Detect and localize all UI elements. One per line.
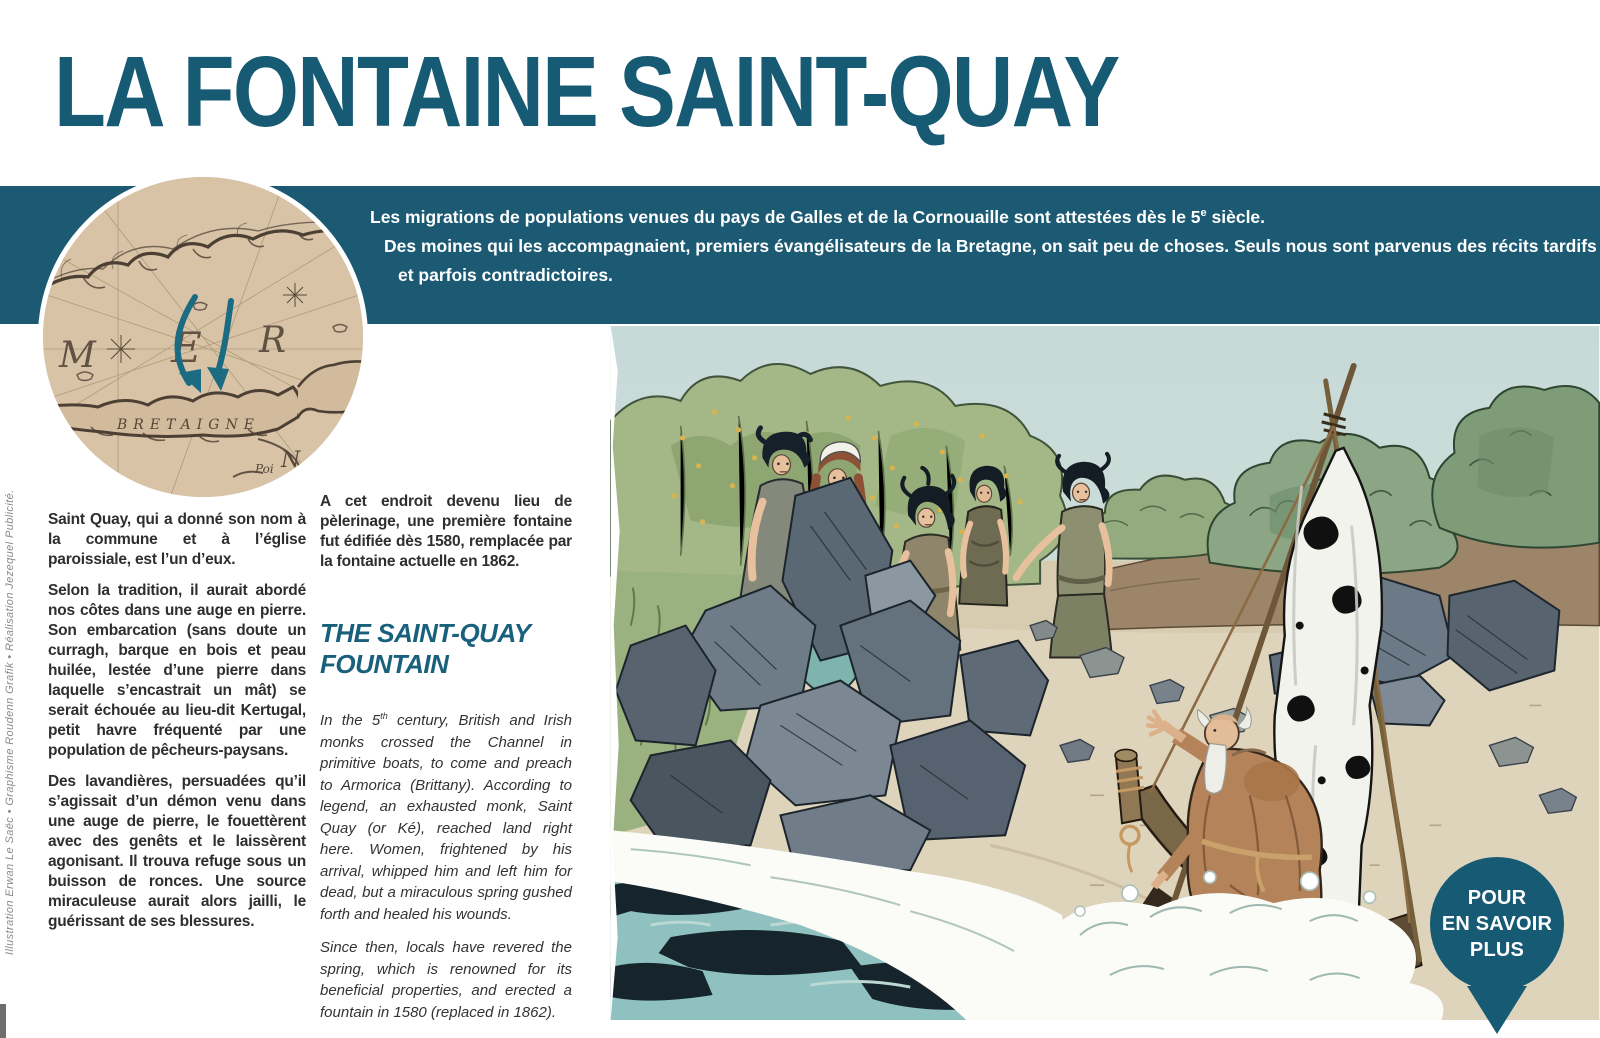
page-title: LA FONTAINE SAINT-QUAY — [54, 36, 1119, 148]
badge-line-2: EN SAVOIR — [1441, 913, 1553, 935]
map-letter-e: E — [171, 323, 202, 372]
badge-line-3: PLUS — [1469, 939, 1525, 961]
credits-line: Illustration Erwan Le Saëc • Graphisme Roudenn Grafik • Réalisation Jezequel Publicité. — [4, 489, 16, 955]
badge-arrow-down — [1467, 986, 1527, 1034]
map-label-poi: Poi — [255, 462, 274, 476]
intro-banner-text — [370, 203, 1597, 290]
french-paragraph-1: Saint Quay, qui a donné son nom à la commune et à l’église paroissiale, est l’un d’eux. — [48, 511, 306, 568]
banner-line-1 — [370, 203, 1597, 232]
english-section-heading: THE SAINT-QUAY FOUNTAIN — [320, 618, 531, 679]
map-letter-r: R — [259, 320, 287, 361]
map-letter-m: M — [59, 335, 96, 376]
english-paragraph-2: Since then, locals have revered the spring, which is renowned for its beneficial properties, and erected a fountain in 1580 (replaced in 1862). — [320, 939, 572, 1021]
french-intro-paragraph: A cet endroit devenu lieu de pèlerinage, une première fontaine fut édifiée dès 1580, remplacée par la fontaine actuelle en 1862. — [320, 493, 572, 570]
banner-line-3: et parfois contradictoires. — [398, 265, 613, 285]
french-column — [48, 510, 306, 943]
map-label-n: N — [281, 448, 301, 473]
banner-line-1-superscript: e — [1200, 207, 1207, 220]
monk-beard — [1205, 743, 1227, 793]
scan-edge-artifact — [0, 1004, 6, 1038]
antique-map-inset — [38, 172, 368, 502]
banner-line-1-text: Les migrations de populations venues du pays de Galles et de la Cornouaille sont attestées dès le 5 — [370, 207, 1201, 227]
english-paragraph-1-superscript: th — [380, 711, 388, 721]
more-info-badge — [1430, 857, 1564, 991]
banner-line-1-end: siècle. — [1206, 207, 1266, 227]
antique-map-drawing — [43, 177, 363, 497]
middle-column — [320, 492, 572, 1035]
english-paragraph-1-end: century, British and Irish monks crossed the Channel in primitive boats, to come and preach to Armorica (Brittany). According to legend, an exhausted monk, Saint Quay (or Ké), reached land right here. Women, frightened by his arrival, whipped him and left him for dead, but a miraculous spring gushed forth and healed his wounds. — [320, 712, 572, 923]
french-paragraph-2: Selon la tradition, il aurait abordé nos côtes dans une auge en pierre. Son embarcation (sans doute un curragh, barque en bois et peau huilée, lestée d’une pierre dans laquelle s’encastrait un mât) se serait échouée au lieu-dit Kertugal, petit havre fréquenté par une population de pêcheurs-paysans. — [48, 582, 306, 759]
banner-line-2: Des moines qui les accompagnaient, premiers évangélisateurs de la Bretagne, on sait peu de choses. Seuls nous sont parvenus des récits tardifs — [384, 236, 1597, 256]
english-paragraphs — [320, 710, 572, 1023]
map-label-bretaigne: BRETAIGNE — [117, 417, 260, 433]
badge-line-1: POUR — [1467, 887, 1527, 909]
english-paragraph-1-start: In the 5 — [320, 712, 381, 729]
french-paragraph-3: Des lavandières, persuadées qu’il s’agissait d’un démon venu dans une auge de pierre, le fouettèrent avec des genêts et le laissèrent agonisant. Il trouva refuge sous un buisson de ronces. Une source miraculeuse aurait alors jailli, le guérissant de ses blessures. — [48, 773, 306, 930]
english-paragraph-1 — [320, 710, 572, 925]
